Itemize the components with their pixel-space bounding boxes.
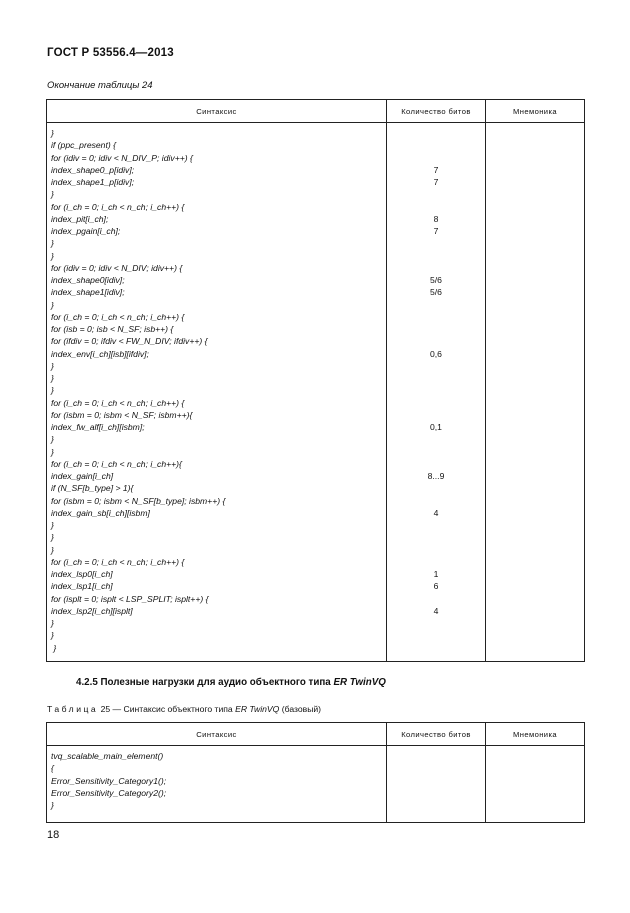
bits-value [387, 360, 485, 372]
syntax-line: } [51, 520, 54, 530]
syntax-line: index_gain[i_ch] [51, 471, 114, 481]
syntax-table-25 [46, 722, 585, 823]
syntax-line: index_pit[i_ch]; [51, 213, 109, 224]
bits-value [387, 775, 485, 787]
bits-value: 5/6 [430, 287, 442, 298]
syntax-line: for (isbm = 0; isbm < N_SF; isbm++){ [51, 409, 193, 420]
syntax-line: for (idiv = 0; idiv < N_DIV_P; idiv++) { [51, 152, 193, 163]
bits-value [387, 482, 485, 494]
bits-value [387, 237, 485, 249]
bits-value [387, 335, 485, 347]
table-caption-25 [47, 704, 321, 714]
syntax-table-24 [46, 99, 585, 662]
bits-value [387, 629, 485, 641]
syntax-line: } [51, 250, 54, 261]
bits-value [387, 409, 485, 421]
syntax-line: if (ppc_present) { [51, 140, 116, 151]
section-title-italic: ER TwinVQ [333, 677, 386, 688]
syntax-line: } [51, 618, 54, 628]
bits-value [387, 762, 485, 774]
bits-value: 8...9 [427, 471, 445, 481]
table-header-row [47, 100, 585, 123]
bits-value [387, 642, 485, 654]
mnemonic-cell [486, 746, 585, 823]
bits-value [387, 397, 485, 409]
bits-value [387, 787, 485, 799]
bits-value [387, 433, 485, 445]
bits-value: 6 [433, 581, 439, 592]
syntax-line: } [51, 630, 54, 641]
bits-value [387, 323, 485, 335]
table-number: 25 — Синтаксис объектного типа [98, 704, 236, 714]
syntax-line: for (idiv = 0; idiv < N_DIV; idiv++) { [51, 262, 183, 273]
bits-value: 5/6 [430, 275, 442, 285]
syntax-line: index_shape1_p[idiv]; [51, 177, 135, 187]
bits-value [387, 531, 485, 543]
syntax-line: } [51, 434, 54, 445]
syntax-line: for (ifdiv = 0; ifdiv < FW_N_DIV; ifdiv++) { [51, 336, 208, 347]
syntax-line: for (i_ch = 0; i_ch < n_ch; i_ch++) { [51, 397, 185, 408]
bits-value [387, 311, 485, 323]
bits-value [387, 201, 485, 213]
table-body-row [47, 746, 585, 823]
bits-value: 7 [433, 226, 439, 236]
table-caption-suffix: (базовый) [279, 704, 322, 714]
bits-value [387, 299, 485, 311]
bits-value [387, 519, 485, 531]
syntax-line: } [51, 446, 54, 457]
syntax-line: } [51, 385, 54, 396]
document-header: ГОСТ Р 53556.4—2013 [47, 47, 174, 59]
section-title: 4.2.5 Полезные нагрузки для аудио объектного типа [76, 677, 334, 688]
bits-value [387, 556, 485, 568]
bits-value [387, 458, 485, 470]
column-header-syntax: Синтаксис [47, 723, 387, 746]
syntax-line: } [51, 532, 54, 543]
syntax-line: { [51, 763, 54, 774]
syntax-cell [47, 123, 387, 662]
section-heading [76, 677, 386, 688]
syntax-line: index_lsp0[i_ch] [51, 569, 113, 579]
bits-value [387, 593, 485, 605]
syntax-line: for (i_ch = 0; i_ch < n_ch; i_ch++) { [51, 311, 185, 322]
syntax-line: index_lsp1[i_ch] [51, 581, 113, 592]
bits-value: 8 [433, 213, 439, 224]
bits-value: 1 [433, 569, 439, 579]
bits-value [387, 544, 485, 556]
syntax-line: index_shape0[idiv]; [51, 275, 125, 285]
bits-value [387, 750, 485, 762]
syntax-line: for (i_ch = 0; i_ch < n_ch; i_ch++) { [51, 201, 185, 212]
syntax-line: for (i_ch = 0; i_ch < n_ch; i_ch++) { [51, 556, 185, 567]
bits-value [387, 188, 485, 200]
column-header-syntax: Синтаксис [47, 100, 387, 123]
syntax-line: index_pgain[i_ch]; [51, 226, 121, 236]
bits-value [387, 372, 485, 384]
bits-value [387, 250, 485, 262]
table-caption: Окончание таблицы 24 [47, 80, 153, 91]
syntax-line: } [51, 373, 54, 383]
bits-value: 7 [433, 164, 439, 175]
table-header-row [47, 723, 585, 746]
bits-value: 0,6 [430, 348, 442, 359]
column-header-bits: Количество битов [387, 100, 486, 123]
syntax-line: index_shape1[idiv]; [51, 287, 125, 298]
bits-cell [387, 123, 486, 662]
bits-value [387, 799, 485, 811]
syntax-line: } [51, 642, 57, 653]
table-label: Таблица [47, 704, 99, 714]
syntax-line: index_fw_alf[i_ch][isbm]; [51, 422, 145, 432]
bits-value: 7 [433, 177, 439, 187]
bits-value [387, 139, 485, 151]
bits-value: 4 [433, 605, 439, 616]
bits-value [387, 384, 485, 396]
syntax-line: } [51, 128, 54, 138]
syntax-line: for (isb = 0; isb < N_SF; isb++) { [51, 324, 174, 334]
column-header-mnemonic: Мнемоника [486, 723, 585, 746]
page-number: 18 [47, 829, 60, 841]
syntax-line: index_env[i_ch][isb][ifdiv]; [51, 348, 149, 359]
syntax-line: } [51, 189, 54, 200]
bits-value [387, 617, 485, 629]
syntax-line: if (N_SF[b_type] > 1){ [51, 483, 134, 494]
syntax-line: for (isplt = 0; isplt < LSP_SPLIT; isplt++) { [51, 593, 209, 604]
bits-value: 4 [433, 507, 439, 518]
column-header-mnemonic: Мнемоника [486, 100, 585, 123]
bits-value [387, 152, 485, 164]
syntax-line: for (i_ch = 0; i_ch < n_ch; i_ch++){ [51, 458, 182, 469]
bits-cell [387, 746, 486, 823]
table-caption-italic: ER TwinVQ [235, 704, 280, 714]
syntax-line: } [51, 299, 54, 310]
syntax-line: } [51, 360, 54, 371]
bits-value [387, 262, 485, 274]
syntax-line: for (isbm = 0; isbm < N_SF[b_type]; isbm++) { [51, 495, 226, 506]
syntax-line: } [51, 800, 54, 810]
syntax-line: Error_Sensitivity_Category2(); [51, 787, 167, 798]
syntax-line: index_lsp2[i_ch][isplt] [51, 605, 133, 616]
syntax-line: } [51, 544, 54, 555]
syntax-line: index_gain_sb[i_ch][isbm] [51, 507, 150, 518]
syntax-line: Error_Sensitivity_Category1(); [51, 775, 167, 786]
bits-value: 0,1 [430, 422, 442, 432]
mnemonic-cell [486, 123, 585, 662]
column-header-bits: Количество битов [387, 723, 486, 746]
bits-value [387, 127, 485, 139]
syntax-line: } [51, 238, 54, 249]
bits-value [387, 446, 485, 458]
table-body-row [47, 123, 585, 662]
bits-value [387, 495, 485, 507]
syntax-line: index_shape0_p[idiv]; [51, 164, 135, 175]
syntax-cell [47, 746, 387, 823]
syntax-line: tvq_scalable_main_element() [51, 751, 164, 761]
